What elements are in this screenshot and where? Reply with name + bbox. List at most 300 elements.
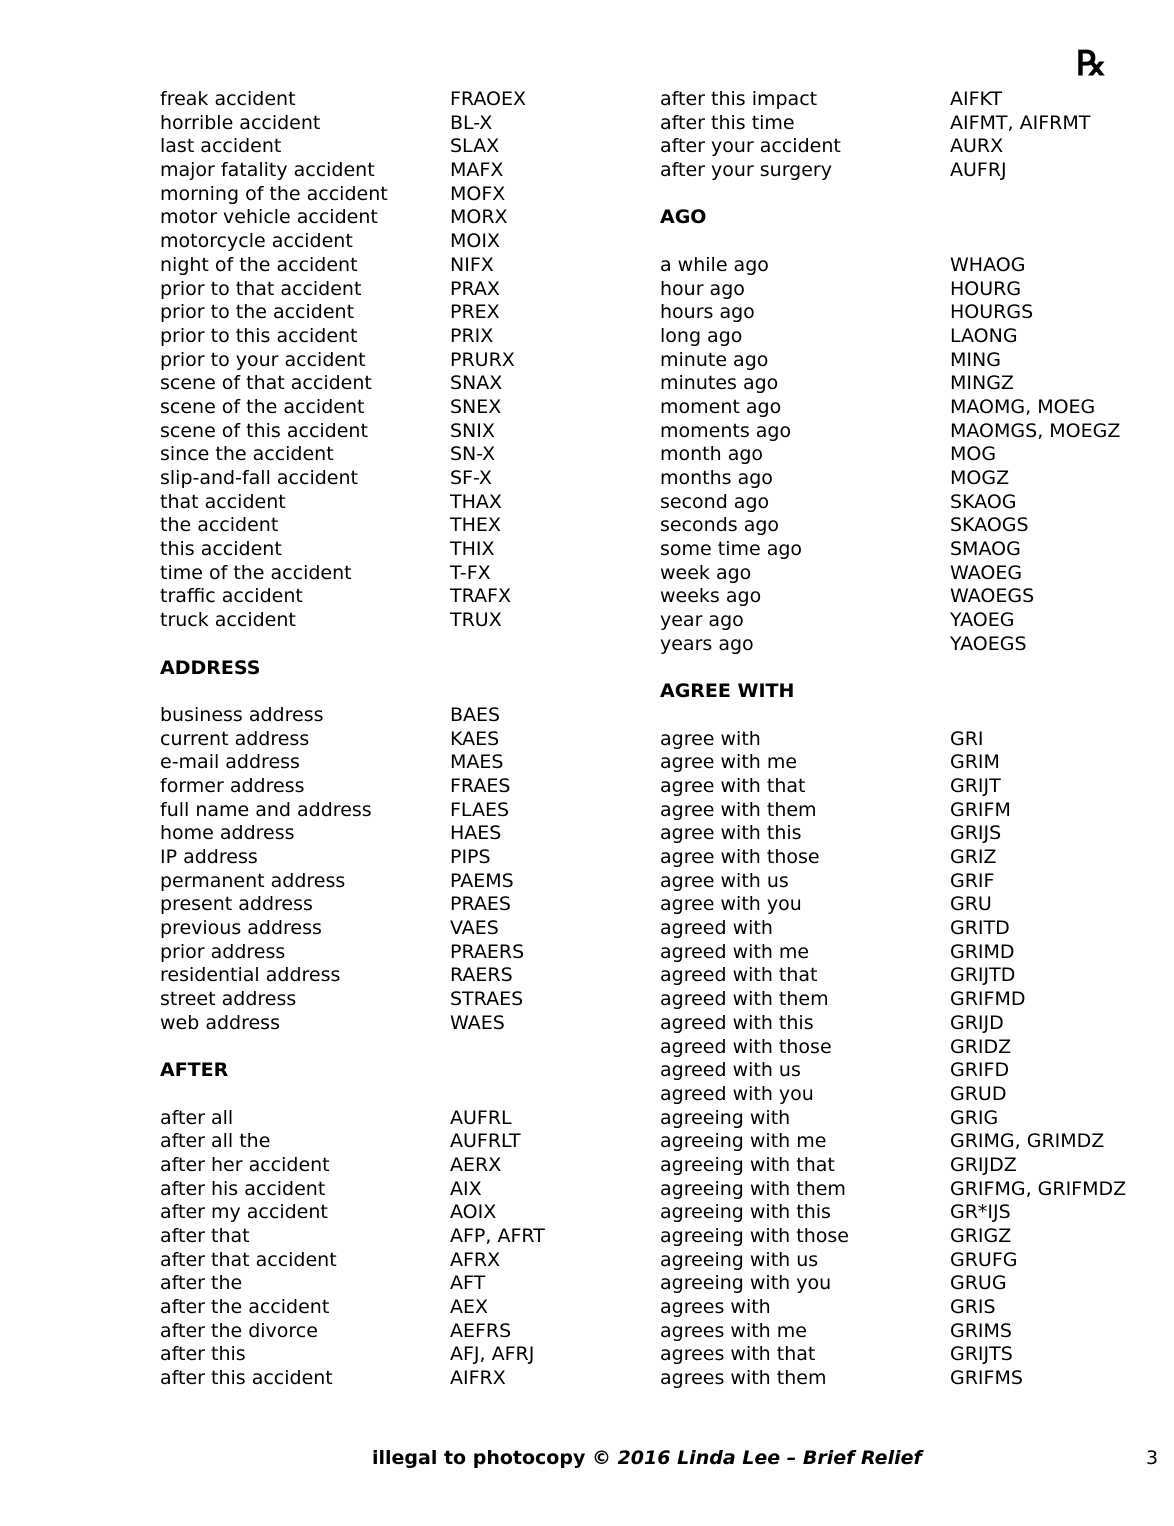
- entry-term: this accident: [160, 538, 282, 561]
- entry-row: [660, 1153, 1017, 1178]
- entry-term: after your accident: [660, 135, 841, 158]
- entry-code: GRIJTS: [950, 1343, 1013, 1366]
- entry-term: scene of the accident: [160, 395, 365, 418]
- entry-term: permanent address: [160, 869, 346, 892]
- entry-term: motor vehicle accident: [160, 206, 378, 229]
- entry-term: week ago: [660, 561, 752, 584]
- entry-row: [160, 88, 526, 112]
- entry-term: residential address: [160, 964, 341, 987]
- entry-term: hour ago: [660, 277, 745, 300]
- entry-row: [660, 1011, 1004, 1036]
- entry-code: GRU: [950, 893, 992, 916]
- entry-term: agree with this: [660, 822, 802, 845]
- entry-term: agreeing with that: [660, 1153, 835, 1176]
- entry-row: [160, 111, 493, 136]
- entry-code: SKAOGS: [950, 514, 1029, 537]
- section-heading: ADDRESS: [160, 656, 261, 679]
- entry-row: [660, 940, 1015, 965]
- entry-row: [160, 1225, 545, 1249]
- entry-term: after my accident: [160, 1201, 328, 1224]
- entry-code: THEX: [450, 514, 501, 537]
- entry-term: that accident: [160, 490, 286, 513]
- entry-row: [160, 182, 506, 207]
- entry-row: [660, 372, 1014, 396]
- entry-row: [160, 798, 510, 823]
- entry-row: [660, 514, 1029, 538]
- entry-row: [160, 230, 500, 254]
- entry-row: [160, 490, 502, 515]
- entry-code: HOURGS: [950, 301, 1034, 324]
- entry-term: after the divorce: [160, 1319, 318, 1342]
- entry-row: [160, 467, 492, 491]
- entry-term: agreed with you: [660, 1082, 814, 1105]
- entry-term: after this impact: [660, 88, 818, 110]
- entry-term: morning of the accident: [160, 182, 388, 205]
- entry-term: hours ago: [660, 301, 755, 324]
- entry-row: [660, 632, 1027, 657]
- page-number: 3: [1146, 1447, 1159, 1469]
- entry-code: SNIX: [450, 419, 495, 442]
- entry-term: street address: [160, 988, 297, 1011]
- entry-row: [160, 348, 515, 373]
- entry-code: MOG: [950, 443, 997, 466]
- entry-term: minutes ago: [660, 372, 779, 395]
- entry-code: AEFRS: [450, 1319, 512, 1342]
- entry-term: agreed with us: [660, 1059, 801, 1082]
- entry-row: [660, 1130, 1105, 1154]
- entry-row: [160, 443, 496, 467]
- copyright-prefix: illegal to photocopy ©: [372, 1447, 618, 1469]
- entry-code: FRAOEX: [450, 88, 526, 110]
- entry-row: [660, 1319, 1012, 1344]
- entry-code: GRIFD: [950, 1059, 1010, 1082]
- entry-code: SMAOG: [950, 538, 1021, 561]
- entry-code: WAOEGS: [950, 585, 1035, 608]
- entry-row: [660, 1082, 1007, 1107]
- entry-code: AFRX: [450, 1248, 501, 1271]
- entry-term: agrees with: [660, 1296, 771, 1319]
- entry-row: [660, 538, 1021, 562]
- entry-row: [160, 988, 524, 1012]
- entry-term: agree with that: [660, 774, 806, 797]
- entry-code: MOFX: [450, 182, 506, 205]
- section-heading: AFTER: [160, 1059, 229, 1082]
- entry-code: PAEMS: [450, 869, 514, 892]
- entry-term: prior to your accident: [160, 348, 366, 371]
- entry-row: [160, 419, 495, 444]
- entry-code: AFJ, AFRJ: [450, 1343, 535, 1366]
- entry-code: GRIFMD: [950, 988, 1026, 1011]
- entry-term: present address: [160, 893, 313, 916]
- entry-row: [660, 135, 1004, 159]
- entry-code: THIX: [450, 538, 495, 561]
- entry-code: SF-X: [450, 467, 492, 489]
- entry-code: MAES: [450, 751, 504, 774]
- entry-term: some time ago: [660, 538, 803, 561]
- entry-row: [660, 301, 1034, 325]
- entry-code: FLAES: [450, 798, 510, 821]
- entry-row: [160, 1367, 506, 1391]
- entry-code: GRIF: [950, 869, 995, 892]
- entry-row: [160, 324, 494, 349]
- entry-term: last accident: [160, 135, 282, 158]
- entry-term: e-mail address: [160, 751, 300, 774]
- entry-term: motorcycle accident: [160, 230, 353, 253]
- entry-term: night of the accident: [160, 253, 358, 276]
- entry-code: AEX: [450, 1296, 489, 1319]
- entry-code: MAOMGS, MOEGZ: [950, 419, 1121, 442]
- entry-code: GRIDZ: [950, 1035, 1012, 1058]
- entry-code: GRI: [950, 727, 984, 750]
- section-gap: [160, 680, 260, 704]
- entry-term: after all the: [160, 1130, 271, 1153]
- entry-term: agree with them: [660, 798, 817, 821]
- entry-code: SKAOG: [950, 490, 1017, 513]
- entry-term: the accident: [160, 514, 279, 537]
- entry-code: BAES: [450, 703, 501, 726]
- entry-term: prior to the accident: [160, 301, 355, 324]
- entry-term: prior address: [160, 940, 286, 963]
- entry-row: [660, 1059, 1010, 1083]
- entry-term: agrees with that: [660, 1343, 816, 1366]
- entry-row: [660, 111, 1091, 136]
- entry-code: WAOEG: [950, 561, 1023, 584]
- entry-row: [160, 372, 503, 396]
- entry-code: AURX: [950, 135, 1004, 158]
- entry-term: after that: [160, 1225, 250, 1247]
- entry-row: [160, 727, 500, 752]
- entry-code: GRIMS: [950, 1319, 1012, 1342]
- entry-row: [160, 1319, 512, 1344]
- entry-term: prior to that accident: [160, 277, 362, 300]
- entry-row: [160, 1201, 497, 1225]
- entry-term: web address: [160, 1011, 280, 1034]
- entry-row: [660, 1035, 1012, 1060]
- entry-row: [660, 88, 1003, 112]
- entry-code: GRIJS: [950, 822, 1002, 845]
- entry-code: GRIFMG, GRIFMDZ: [950, 1177, 1127, 1200]
- entry-code: GRIJT: [950, 774, 1001, 797]
- entry-code: TRAFX: [450, 585, 511, 608]
- entry-term: agreeing with you: [660, 1272, 832, 1295]
- entry-code: STRAES: [450, 988, 524, 1011]
- entry-term: time of the accident: [160, 561, 352, 584]
- entry-term: home address: [160, 822, 295, 845]
- section-gap: [660, 657, 794, 681]
- entry-code: SNAX: [450, 372, 503, 395]
- entry-term: after this accident: [160, 1367, 333, 1390]
- section-gap: [660, 230, 794, 254]
- section-gap: [660, 704, 794, 728]
- entry-row: [660, 395, 1096, 420]
- entry-code: T-FX: [450, 561, 491, 584]
- entry-term: seconds ago: [660, 514, 780, 537]
- entry-code: LAONG: [950, 324, 1018, 347]
- entry-term: major fatality accident: [160, 159, 375, 182]
- entry-row: [160, 1272, 486, 1296]
- entry-code: GRITD: [950, 917, 1010, 940]
- entry-term: month ago: [660, 443, 764, 466]
- section-gap: [160, 633, 260, 657]
- entry-row: [660, 846, 997, 870]
- entry-code: AUFRL: [450, 1106, 512, 1129]
- entry-row: [660, 419, 1121, 444]
- entry-row: [160, 1177, 482, 1202]
- entry-row: [660, 822, 1002, 846]
- entry-row: [160, 561, 491, 586]
- entry-code: GRIM: [950, 751, 1000, 774]
- entry-row: [160, 1296, 489, 1320]
- entry-code: GRIZ: [950, 846, 997, 868]
- entry-row: [660, 253, 1026, 278]
- entry-code: AERX: [450, 1153, 502, 1176]
- entry-code: GRIJTD: [950, 964, 1016, 987]
- entry-term: a while ago: [660, 253, 769, 276]
- entry-term: agreed with this: [660, 1011, 814, 1034]
- entry-code: WAES: [450, 1011, 505, 1034]
- entry-code: GRIS: [950, 1296, 996, 1319]
- entry-row: [660, 1367, 1023, 1391]
- entry-row: [160, 774, 511, 799]
- entry-term: business address: [160, 703, 324, 726]
- entry-row: [660, 1225, 1012, 1249]
- entry-row: [660, 917, 1010, 941]
- entry-term: agree with those: [660, 846, 820, 868]
- entry-row: [660, 1343, 1013, 1367]
- entry-code: GR*IJS: [950, 1201, 1011, 1224]
- entry-row: [660, 798, 1011, 823]
- entry-term: horrible accident: [160, 111, 321, 134]
- entry-term: agrees with me: [660, 1319, 807, 1342]
- entry-row: [160, 869, 514, 894]
- entry-code: NIFX: [450, 253, 494, 276]
- entry-code: GRIJDZ: [950, 1153, 1017, 1176]
- entry-term: long ago: [660, 324, 743, 347]
- entry-code: AFT: [450, 1272, 486, 1295]
- entry-term: agree with me: [660, 751, 798, 774]
- entry-code: BL-X: [450, 111, 493, 134]
- entry-term: agreed with them: [660, 988, 829, 1011]
- entry-code: AIX: [450, 1177, 482, 1200]
- entry-term: scene of this accident: [160, 419, 368, 442]
- entry-row: [160, 277, 500, 302]
- entry-row: [660, 585, 1035, 609]
- entry-term: slip-and-fall accident: [160, 467, 358, 489]
- entry-row: [160, 206, 508, 230]
- entry-code: AIFRX: [450, 1367, 506, 1390]
- entry-code: GRIMD: [950, 940, 1015, 963]
- entry-row: [660, 159, 1007, 183]
- entry-term: minute ago: [660, 348, 769, 371]
- entry-code: GRIMG, GRIMDZ: [950, 1130, 1105, 1153]
- entry-row: [660, 1296, 996, 1320]
- entry-code: YAOEG: [950, 609, 1015, 632]
- entry-code: MINGZ: [950, 372, 1014, 395]
- entry-code: AOIX: [450, 1201, 497, 1224]
- entry-term: agrees with them: [660, 1367, 827, 1390]
- entry-code: AIFMT, AIFRMT: [950, 111, 1091, 134]
- entry-code: SNEX: [450, 395, 502, 418]
- entry-term: year ago: [660, 609, 744, 632]
- entry-row: [160, 822, 502, 846]
- entry-code: PRIX: [450, 324, 494, 347]
- entry-code: GRIGZ: [950, 1225, 1012, 1247]
- entry-term: agree with us: [660, 869, 789, 892]
- rx-logo-icon: ℞: [1076, 44, 1104, 84]
- entry-row: [160, 1248, 501, 1273]
- entry-term: agreeing with this: [660, 1201, 831, 1224]
- section-heading: AGO: [660, 206, 707, 229]
- entry-row: [160, 1106, 512, 1131]
- entry-row: [160, 1343, 535, 1367]
- entry-row: [160, 538, 495, 562]
- entry-code: PRAES: [450, 893, 511, 916]
- entry-term: agree with you: [660, 893, 802, 916]
- entry-term: former address: [160, 774, 305, 797]
- entry-term: agreeing with us: [660, 1248, 819, 1271]
- section-heading: AGREE WITH: [660, 680, 795, 703]
- entry-code: GRIG: [950, 1106, 999, 1129]
- entry-code: MORX: [450, 206, 508, 229]
- entry-term: agreeing with those: [660, 1225, 849, 1247]
- entry-code: HAES: [450, 822, 502, 845]
- entry-code: TRUX: [450, 609, 502, 632]
- entry-term: months ago: [660, 467, 773, 489]
- entry-code: PRAERS: [450, 940, 525, 963]
- entry-code: THAX: [450, 490, 502, 513]
- entry-code: MING: [950, 348, 1001, 371]
- entry-row: [660, 277, 1022, 302]
- entry-row: [660, 1272, 1007, 1296]
- entry-term: prior to this accident: [160, 324, 358, 347]
- entry-term: agreeing with me: [660, 1130, 827, 1153]
- entry-term: full name and address: [160, 798, 372, 821]
- entry-term: current address: [160, 727, 310, 750]
- right-column: [660, 88, 1127, 1391]
- entry-code: GRIFMS: [950, 1367, 1023, 1390]
- entry-term: after his accident: [160, 1177, 326, 1200]
- entry-term: after her accident: [160, 1153, 330, 1176]
- entry-row: [160, 159, 504, 183]
- entry-row: [160, 135, 500, 159]
- entry-term: IP address: [160, 846, 258, 868]
- entry-code: MAOMG, MOEG: [950, 395, 1096, 418]
- entry-row: [160, 1130, 521, 1154]
- entry-term: truck accident: [160, 609, 296, 632]
- entry-row: [160, 703, 501, 728]
- entry-term: after the accident: [160, 1296, 330, 1319]
- entry-row: [160, 395, 502, 420]
- entry-term: agreeing with: [660, 1106, 791, 1129]
- entry-code: WHAOG: [950, 253, 1026, 276]
- entry-term: after that accident: [160, 1248, 337, 1271]
- entry-code: GRUFG: [950, 1248, 1018, 1271]
- entry-term: freak accident: [160, 88, 296, 110]
- entry-row: [160, 846, 491, 870]
- entry-term: since the accident: [160, 443, 334, 466]
- entry-term: agreed with that: [660, 964, 818, 987]
- entry-code: AUFRJ: [950, 159, 1007, 182]
- entry-row: [160, 964, 513, 988]
- entry-row: [660, 869, 995, 894]
- entry-code: GRUG: [950, 1272, 1007, 1295]
- entry-row: [160, 751, 504, 775]
- entry-term: agreeing with them: [660, 1177, 846, 1200]
- section-gap: [160, 1083, 260, 1107]
- entry-row: [660, 324, 1018, 349]
- entry-term: agreed with me: [660, 940, 810, 963]
- entry-row: [160, 585, 511, 609]
- entry-code: VAES: [450, 917, 499, 940]
- entry-term: traffic accident: [160, 585, 303, 608]
- entry-row: [660, 964, 1016, 988]
- entry-code: MAFX: [450, 159, 504, 182]
- entry-row: [660, 443, 997, 467]
- entry-term: scene of that accident: [160, 372, 372, 395]
- entry-row: [660, 1248, 1018, 1273]
- entry-row: [160, 917, 499, 941]
- entry-row: [660, 727, 984, 752]
- entry-row: [160, 1011, 505, 1036]
- entry-term: after this: [160, 1343, 246, 1366]
- entry-term: weeks ago: [660, 585, 762, 608]
- entry-term: second ago: [660, 490, 770, 513]
- entry-row: [160, 609, 502, 633]
- entry-row: [660, 561, 1023, 586]
- entry-row: [660, 348, 1001, 373]
- section-gap: [660, 183, 794, 207]
- entry-row: [660, 467, 1010, 491]
- entry-row: [160, 253, 494, 278]
- entry-row: [160, 940, 525, 965]
- entry-code: YAOEGS: [950, 632, 1027, 655]
- section-gap: [160, 1036, 260, 1060]
- entry-row: [160, 514, 501, 538]
- entry-code: FRAES: [450, 774, 511, 797]
- entry-term: after all: [160, 1106, 234, 1129]
- entry-term: agree with: [660, 727, 761, 750]
- entry-term: after the: [160, 1272, 243, 1295]
- copyright-title: 2016 Linda Lee – Brief Relief: [617, 1447, 922, 1469]
- entry-term: moments ago: [660, 419, 792, 442]
- left-column: [160, 88, 545, 1391]
- entry-code: KAES: [450, 727, 500, 750]
- entry-term: moment ago: [660, 395, 782, 418]
- entry-term: years ago: [660, 632, 754, 655]
- entry-row: [660, 751, 1000, 775]
- entry-code: PRAX: [450, 277, 500, 300]
- entry-term: previous address: [160, 917, 322, 940]
- entry-row: [160, 301, 500, 325]
- entry-code: SLAX: [450, 135, 500, 158]
- entry-code: SN-X: [450, 443, 496, 466]
- entry-code: GRIFM: [950, 798, 1011, 821]
- entry-row: [660, 893, 992, 917]
- entry-row: [660, 774, 1001, 799]
- entry-row: [660, 490, 1017, 515]
- entry-term: agreed with those: [660, 1035, 832, 1058]
- entry-row: [660, 1106, 999, 1131]
- entry-row: [160, 893, 511, 917]
- entry-code: GRIJD: [950, 1011, 1004, 1034]
- entry-row: [160, 1153, 502, 1178]
- entry-code: HOURG: [950, 277, 1022, 300]
- entry-row: [660, 1201, 1011, 1225]
- copyright-notice: [372, 1444, 922, 1472]
- entry-code: RAERS: [450, 964, 513, 987]
- entry-code: PRURX: [450, 348, 515, 371]
- entry-code: AUFRLT: [450, 1130, 521, 1153]
